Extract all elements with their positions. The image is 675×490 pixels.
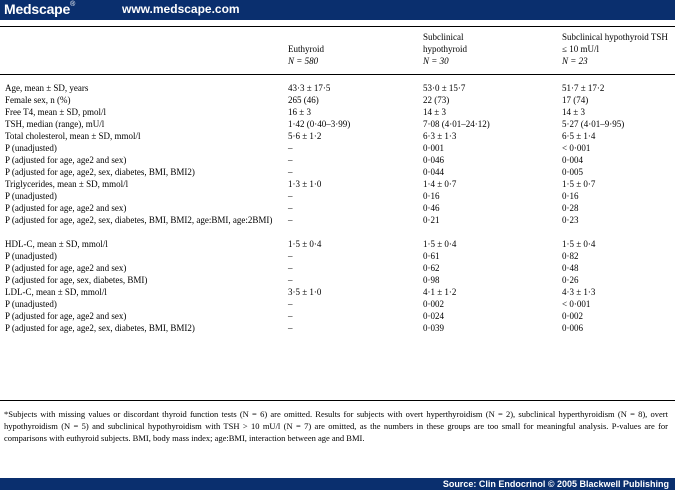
row-value: 0·044 (423, 167, 444, 177)
row-label: Female sex, n (%) (5, 95, 71, 105)
column-header-subclinical-hypothyroid: Subclinical hypothyroid N = 30 (423, 32, 467, 66)
row-value: 4·3 ± 1·3 (562, 287, 596, 297)
row-label: P (adjusted for age, age2 and sex) (5, 311, 127, 321)
row-value: 7·08 (4·01–24·12) (423, 119, 490, 129)
table-footnote: *Subjects with missing values or discordant thyroid function tests (N = 6) are omitted. Results for subjects with overt hyperthyroidism (N = 2), subclinical hyperthyroidism (N = 8), overt hypothyroidism (N = 5) and subclinical hypothyroidism with TSH > 10 mU/l (N = 7) are omitted, as the numbers in these groups are too small for meaningful analysis. P-values are for comparisons with euthyroid subjects. BMI, body mass index; age:BMI, interaction between age and BMI. (4, 409, 668, 443)
row-label: P (adjusted for age, age2 and sex) (5, 203, 127, 213)
table-bottom-rule (0, 400, 675, 401)
table-row (4, 251, 672, 263)
row-value: 0·28 (562, 203, 579, 213)
row-value: 43·3 ± 17·5 (288, 83, 331, 93)
row-label: P (unadjusted) (5, 251, 57, 261)
row-value: – (288, 311, 293, 321)
row-value: – (288, 299, 293, 309)
table-row (4, 263, 672, 275)
table-row (4, 155, 672, 167)
row-value: 22 (73) (423, 95, 450, 105)
results-table (4, 83, 672, 335)
row-value: 5·6 ± 1·2 (288, 131, 322, 141)
row-label: P (unadjusted) (5, 191, 57, 201)
table-row (4, 215, 672, 239)
row-value: < 0·001 (562, 299, 591, 309)
row-value: – (288, 323, 293, 333)
row-value: 16 ± 3 (288, 107, 311, 117)
row-value: 0·82 (562, 251, 579, 261)
row-label: P (unadjusted) (5, 299, 57, 309)
row-value: 0·61 (423, 251, 440, 261)
row-value: 6·5 ± 1·4 (562, 131, 596, 141)
row-value: 0·046 (423, 155, 444, 165)
row-value: 3·5 ± 1·0 (288, 287, 322, 297)
table-row (4, 107, 672, 119)
row-value: 0·001 (423, 143, 444, 153)
row-value: 4·1 ± 1·2 (423, 287, 457, 297)
row-value: 1·5 ± 0·4 (562, 239, 596, 249)
header-rule (0, 74, 675, 75)
source-bar (0, 478, 675, 490)
row-label: P (adjusted for age, age2, sex, diabetes, BMI, BMI2) (5, 167, 195, 177)
table-row (4, 239, 672, 251)
row-value: 1·3 ± 1·0 (288, 179, 322, 189)
row-label: HDL-C, mean ± SD, mmol/l (5, 239, 108, 249)
row-value: 0·48 (562, 263, 579, 273)
row-value: 0·006 (562, 323, 583, 333)
row-label: P (adjusted for age, age2, sex, diabetes, BMI, BMI2) (5, 323, 195, 333)
table-row (4, 275, 672, 287)
table-row (4, 191, 672, 203)
row-value: – (288, 251, 293, 261)
row-value: 0·46 (423, 203, 440, 213)
row-label: Total cholesterol, mean ± SD, mmol/l (5, 131, 141, 141)
column-header-euthyroid: Euthyroid N = 580 (288, 44, 324, 66)
row-value: – (288, 167, 293, 177)
row-value: 1·5 ± 0·7 (562, 179, 596, 189)
row-label: P (unadjusted) (5, 143, 57, 153)
table-row (4, 299, 672, 311)
row-value: 0·62 (423, 263, 440, 273)
row-value: 1·5 ± 0·4 (423, 239, 457, 249)
table-row (4, 95, 672, 107)
row-value: 0·002 (562, 311, 583, 321)
row-value: – (288, 215, 293, 225)
row-value: 5·27 (4·01–9·95) (562, 119, 625, 129)
row-value: – (288, 275, 293, 285)
top-banner (0, 0, 675, 20)
table-row (4, 323, 672, 335)
row-label: P (adjusted for age, age2 and sex) (5, 155, 127, 165)
row-value: 0·005 (562, 167, 583, 177)
row-value: 265 (46) (288, 95, 319, 105)
table-row (4, 131, 672, 143)
table-row (4, 167, 672, 179)
row-value: < 0·001 (562, 143, 591, 153)
row-label: Free T4, mean ± SD, pmol/l (5, 107, 107, 117)
row-value: 0·21 (423, 215, 440, 225)
row-value: – (288, 191, 293, 201)
row-label: P (adjusted for age, sex, diabetes, BMI) (5, 275, 148, 285)
row-label: LDL-C, mean ± SD, mmol/l (5, 287, 107, 297)
row-value: 51·7 ± 17·2 (562, 83, 605, 93)
row-value: 1·5 ± 0·4 (288, 239, 322, 249)
row-value: 0·004 (562, 155, 583, 165)
row-value: 6·3 ± 1·3 (423, 131, 457, 141)
medscape-logo[interactable]: Medscape® (4, 1, 76, 17)
row-label: Age, mean ± SD, years (5, 83, 89, 93)
row-value: 53·0 ± 15·7 (423, 83, 466, 93)
row-value: – (288, 155, 293, 165)
row-value: – (288, 203, 293, 213)
table-row (4, 83, 672, 95)
row-value: 0·23 (562, 215, 579, 225)
row-value: 14 ± 3 (423, 107, 446, 117)
source-credit: Source: Clin Endocrinol © 2005 Blackwell Publishing (442, 479, 669, 489)
row-value: 0·16 (423, 191, 440, 201)
table-row (4, 311, 672, 323)
row-value: 0·16 (562, 191, 579, 201)
table-row (4, 179, 672, 191)
table-row (4, 203, 672, 215)
table-row (4, 287, 672, 299)
row-value: 17 (74) (562, 95, 589, 105)
row-value: – (288, 143, 293, 153)
row-value: – (288, 263, 293, 273)
column-header-subclinical-tsh10: Subclinical hypothyroid TSH ≤ 10 mU/l N = 23 (562, 32, 668, 66)
row-label: TSH, median (range), mU/l (5, 119, 105, 129)
table-row (4, 143, 672, 155)
row-value: 1·4 ± 0·7 (423, 179, 457, 189)
row-value: 0·98 (423, 275, 440, 285)
row-label: P (adjusted for age, age2, sex, diabetes, BMI, BMI2, age:BMI, age:2BMI) (5, 215, 273, 225)
row-value: 0·039 (423, 323, 444, 333)
table-row (4, 119, 672, 131)
row-label: P (adjusted for age, age2 and sex) (5, 263, 127, 273)
site-url-link[interactable]: www.medscape.com (122, 2, 240, 16)
row-value: 0·002 (423, 299, 444, 309)
row-value: 0·26 (562, 275, 579, 285)
row-value: 1·42 (0·40–3·99) (288, 119, 351, 129)
row-label: Triglycerides, mean ± SD, mmol/l (5, 179, 129, 189)
row-value: 14 ± 3 (562, 107, 585, 117)
table-top-rule (0, 26, 675, 27)
row-value: 0·024 (423, 311, 444, 321)
